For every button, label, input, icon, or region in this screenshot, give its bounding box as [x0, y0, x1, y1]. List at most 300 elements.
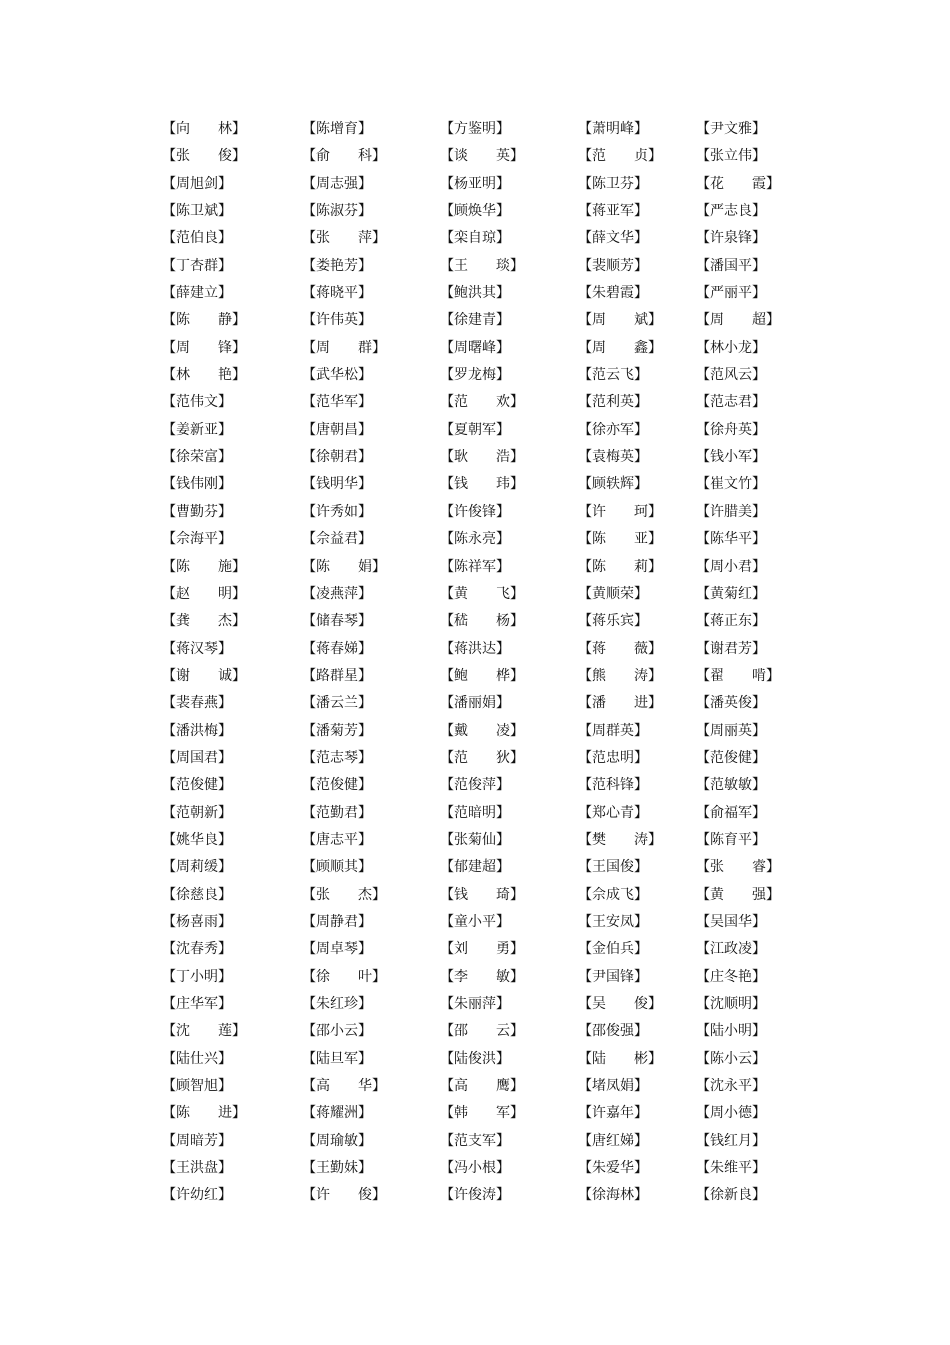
bracket-right: 】 [752, 1187, 766, 1204]
name-text: 范志君 [710, 394, 752, 411]
bracket-left: 【 [578, 996, 592, 1012]
name-text: 徐荣富 [176, 449, 218, 466]
bracket-left: 【 [302, 531, 316, 548]
bracket-left: 【 [162, 203, 176, 220]
bracket-left: 【 [440, 449, 454, 466]
bracket-left: 【 [440, 695, 454, 712]
name-text: 蒋乐宾 [592, 613, 634, 630]
name-text: 范忠明 [592, 749, 634, 766]
bracket-right: 】 [648, 558, 662, 575]
name-text: 高 华 [316, 1078, 372, 1095]
bracket-left: 【 [302, 722, 316, 739]
bracket-left: 【 [302, 339, 316, 356]
bracket-right: 】 [372, 339, 386, 356]
bracket-left: 【 [696, 613, 710, 630]
name-entry [578, 1128, 696, 1155]
bracket-right: 】 [510, 1105, 524, 1122]
bracket-right: 】 [218, 777, 232, 794]
bracket-left: 【 [440, 886, 454, 903]
name-text: 周丽英 [710, 722, 752, 739]
bracket-left: 【 [440, 1023, 454, 1040]
name-text: 蒋正东 [710, 613, 752, 630]
bracket-right: 】 [218, 859, 232, 876]
name-text: 罗龙梅 [454, 367, 496, 384]
bracket-left: 【 [302, 1078, 316, 1095]
name-entry [440, 909, 578, 936]
name-text: 陆 彬 [592, 1050, 648, 1067]
name-entry [162, 690, 302, 717]
name-entry [578, 253, 696, 280]
name-entry [302, 1046, 440, 1073]
bracket-left: 【 [302, 476, 316, 493]
name-entry [578, 936, 696, 963]
name-text: 周 超 [710, 312, 766, 329]
name-entry [578, 307, 696, 334]
bracket-right: 】 [218, 996, 232, 1012]
bracket-right: 】 [648, 148, 662, 165]
name-entry [578, 581, 696, 608]
bracket-left: 【 [696, 640, 710, 657]
name-text: 朱爱华 [592, 1160, 634, 1177]
name-text: 周 斌 [592, 312, 648, 329]
bracket-right: 】 [358, 1050, 372, 1067]
bracket-right: 】 [232, 1105, 246, 1122]
name-text: 王 琰 [454, 257, 510, 274]
name-entry [162, 991, 302, 1018]
bracket-left: 【 [578, 285, 592, 302]
name-text: 嵇 杨 [454, 613, 510, 630]
bracket-right: 】 [358, 1105, 372, 1122]
name-text: 陈永亮 [454, 531, 496, 548]
bracket-right: 】 [752, 285, 766, 302]
name-entry [696, 225, 782, 252]
name-entry [696, 471, 782, 498]
name-text: 潘丽娟 [454, 695, 496, 712]
name-text: 张 俊 [176, 148, 232, 165]
name-entry [578, 171, 696, 198]
bracket-right: 】 [648, 667, 662, 684]
name-text: 张 杰 [316, 886, 372, 903]
name-text: 周卓琴 [316, 941, 358, 958]
bracket-left: 【 [696, 285, 710, 302]
bracket-left: 【 [302, 1187, 316, 1204]
name-entry [696, 1018, 782, 1045]
bracket-right: 】 [634, 285, 648, 302]
bracket-right: 】 [372, 230, 386, 247]
name-text: 徐朝君 [316, 449, 358, 466]
name-text: 李 敏 [454, 968, 510, 985]
name-entry [578, 362, 696, 389]
bracket-left: 【 [696, 886, 710, 903]
bracket-left: 【 [162, 1187, 176, 1204]
bracket-right: 】 [752, 203, 766, 220]
name-entry [696, 554, 782, 581]
name-entry [162, 854, 302, 881]
bracket-right: 】 [496, 230, 510, 247]
bracket-right: 】 [372, 1187, 386, 1204]
name-entry [440, 362, 578, 389]
name-text: 蒋亚军 [592, 203, 634, 220]
bracket-left: 【 [440, 1187, 454, 1204]
bracket-left: 【 [578, 339, 592, 356]
name-text: 曹勤芬 [176, 503, 218, 520]
bracket-right: 】 [496, 859, 510, 876]
name-list [162, 116, 782, 1210]
name-entry [162, 444, 302, 471]
bracket-left: 【 [162, 367, 176, 384]
bracket-right: 】 [496, 831, 510, 848]
bracket-left: 【 [696, 558, 710, 575]
name-entry [578, 554, 696, 581]
bracket-left: 【 [578, 394, 592, 411]
bracket-right: 】 [372, 1078, 386, 1095]
bracket-left: 【 [578, 640, 592, 657]
name-entry [162, 171, 302, 198]
bracket-left: 【 [696, 777, 710, 794]
bracket-left: 【 [440, 804, 454, 821]
name-text: 许腊美 [710, 503, 752, 520]
bracket-left: 【 [302, 1050, 316, 1067]
bracket-right: 】 [634, 175, 648, 192]
name-text: 钱小军 [710, 449, 752, 466]
name-entry [162, 116, 302, 143]
bracket-right: 】 [358, 121, 372, 137]
name-text: 陈 进 [176, 1105, 232, 1122]
bracket-left: 【 [162, 312, 176, 329]
name-entry [696, 499, 782, 526]
name-text: 钱 琦 [454, 886, 510, 903]
bracket-left: 【 [440, 640, 454, 657]
bracket-right: 】 [358, 831, 372, 848]
name-entry [440, 964, 578, 991]
bracket-left: 【 [302, 749, 316, 766]
bracket-right: 】 [218, 257, 232, 274]
bracket-left: 【 [440, 531, 454, 548]
bracket-right: 】 [232, 585, 246, 602]
bracket-left: 【 [440, 996, 454, 1012]
name-text: 陈 亚 [592, 531, 648, 548]
name-text: 堵凤娟 [592, 1078, 634, 1095]
name-entry [696, 171, 782, 198]
bracket-right: 】 [372, 558, 386, 575]
bracket-left: 【 [578, 558, 592, 575]
name-entry [302, 554, 440, 581]
name-text: 杨亚明 [454, 175, 496, 192]
name-entry [578, 772, 696, 799]
name-entry [696, 307, 782, 334]
bracket-left: 【 [162, 257, 176, 274]
name-entry [302, 663, 440, 690]
name-text: 陆旦军 [316, 1050, 358, 1067]
name-text: 范利英 [592, 394, 634, 411]
bracket-right: 】 [752, 1105, 766, 1122]
name-entry [696, 1100, 782, 1127]
name-text: 凌燕萍 [316, 585, 358, 602]
name-text: 潘洪梅 [176, 722, 218, 739]
name-entry [578, 198, 696, 225]
bracket-left: 【 [162, 503, 176, 520]
name-text: 范俊健 [316, 777, 358, 794]
bracket-left: 【 [302, 913, 316, 930]
bracket-left: 【 [440, 421, 454, 438]
name-text: 周莉缓 [176, 859, 218, 876]
bracket-right: 】 [496, 121, 510, 137]
name-text: 钱红月 [710, 1132, 752, 1149]
name-text: 崔文竹 [710, 476, 752, 493]
bracket-left: 【 [440, 1078, 454, 1095]
bracket-left: 【 [578, 1132, 592, 1149]
bracket-right: 】 [218, 886, 232, 903]
bracket-right: 】 [752, 148, 766, 165]
name-text: 范勤君 [316, 804, 358, 821]
bracket-right: 】 [232, 312, 246, 329]
name-text: 刘 勇 [454, 941, 510, 958]
bracket-right: 】 [358, 613, 372, 630]
name-text: 蒋耀洲 [316, 1105, 358, 1122]
name-text: 庄华军 [176, 996, 218, 1012]
bracket-left: 【 [578, 667, 592, 684]
name-text: 钱明华 [316, 476, 358, 493]
name-text: 黄菊红 [710, 585, 752, 602]
bracket-right: 】 [752, 394, 766, 411]
name-entry [440, 335, 578, 362]
name-entry [440, 690, 578, 717]
bracket-right: 】 [496, 312, 510, 329]
bracket-right: 】 [358, 859, 372, 876]
bracket-left: 【 [696, 203, 710, 220]
bracket-right: 】 [496, 804, 510, 821]
bracket-left: 【 [696, 996, 710, 1012]
name-entry [696, 636, 782, 663]
name-text: 俞福军 [710, 804, 752, 821]
name-text: 钱伟刚 [176, 476, 218, 493]
name-entry [162, 1155, 302, 1182]
bracket-left: 【 [302, 558, 316, 575]
bracket-right: 】 [218, 1078, 232, 1095]
name-entry [578, 964, 696, 991]
name-text: 朱丽萍 [454, 996, 496, 1012]
bracket-left: 【 [578, 1187, 592, 1204]
bracket-right: 】 [634, 1078, 648, 1095]
bracket-right: 】 [752, 1050, 766, 1067]
name-text: 娄艳芳 [316, 257, 358, 274]
name-entry [162, 636, 302, 663]
name-entry [440, 417, 578, 444]
bracket-left: 【 [162, 531, 176, 548]
bracket-left: 【 [440, 831, 454, 848]
bracket-left: 【 [302, 941, 316, 958]
bracket-right: 】 [752, 749, 766, 766]
bracket-left: 【 [440, 585, 454, 602]
name-entry [578, 608, 696, 635]
name-entry [578, 745, 696, 772]
name-text: 黄 强 [710, 886, 766, 903]
bracket-left: 【 [162, 777, 176, 794]
bracket-right: 】 [496, 503, 510, 520]
name-text: 顾轶辉 [592, 476, 634, 493]
bracket-right: 】 [510, 257, 524, 274]
name-text: 薛文华 [592, 230, 634, 247]
bracket-right: 】 [634, 913, 648, 930]
bracket-right: 】 [218, 230, 232, 247]
bracket-left: 【 [162, 667, 176, 684]
bracket-left: 【 [696, 449, 710, 466]
bracket-right: 】 [218, 695, 232, 712]
name-entry [302, 1182, 440, 1209]
bracket-left: 【 [162, 394, 176, 411]
name-text: 姜新亚 [176, 421, 218, 438]
name-entry [162, 718, 302, 745]
bracket-left: 【 [162, 1160, 176, 1177]
bracket-left: 【 [302, 257, 316, 274]
bracket-left: 【 [302, 175, 316, 192]
bracket-right: 】 [358, 175, 372, 192]
name-entry [696, 198, 782, 225]
bracket-right: 】 [752, 558, 766, 575]
bracket-right: 】 [218, 804, 232, 821]
name-text: 沈春秀 [176, 941, 218, 958]
bracket-right: 】 [752, 121, 766, 137]
name-text: 范暗明 [454, 804, 496, 821]
name-entry [696, 991, 782, 1018]
bracket-left: 【 [302, 613, 316, 630]
name-entry [696, 718, 782, 745]
bracket-right: 】 [358, 421, 372, 438]
name-entry [440, 1073, 578, 1100]
name-text: 鲍 桦 [454, 667, 510, 684]
name-entry [162, 280, 302, 307]
bracket-right: 】 [496, 285, 510, 302]
bracket-right: 】 [634, 1160, 648, 1177]
name-entry [440, 854, 578, 881]
bracket-left: 【 [578, 1160, 592, 1177]
bracket-right: 】 [218, 449, 232, 466]
bracket-left: 【 [696, 257, 710, 274]
name-entry [302, 362, 440, 389]
name-text: 熊 涛 [592, 667, 648, 684]
bracket-left: 【 [696, 121, 710, 137]
bracket-right: 】 [634, 859, 648, 876]
bracket-right: 】 [510, 585, 524, 602]
name-text: 薛建立 [176, 285, 218, 302]
bracket-left: 【 [440, 203, 454, 220]
name-entry [440, 307, 578, 334]
name-entry [578, 499, 696, 526]
bracket-left: 【 [696, 667, 710, 684]
name-entry [578, 690, 696, 717]
bracket-right: 】 [634, 804, 648, 821]
bracket-right: 】 [634, 886, 648, 903]
bracket-right: 】 [634, 1105, 648, 1122]
bracket-right: 】 [218, 913, 232, 930]
bracket-left: 【 [578, 1050, 592, 1067]
bracket-left: 【 [696, 230, 710, 247]
bracket-left: 【 [440, 941, 454, 958]
bracket-left: 【 [696, 695, 710, 712]
name-text: 邵 云 [454, 1023, 510, 1040]
name-text: 耿 浩 [454, 449, 510, 466]
bracket-left: 【 [578, 257, 592, 274]
name-entry [162, 335, 302, 362]
name-entry [302, 1073, 440, 1100]
bracket-right: 】 [232, 667, 246, 684]
bracket-left: 【 [440, 1050, 454, 1067]
name-entry [578, 335, 696, 362]
bracket-left: 【 [578, 312, 592, 329]
bracket-left: 【 [440, 859, 454, 876]
bracket-left: 【 [440, 175, 454, 192]
bracket-left: 【 [302, 804, 316, 821]
name-entry [578, 1018, 696, 1045]
name-text: 庄冬艳 [710, 968, 752, 985]
bracket-right: 】 [218, 476, 232, 493]
name-text: 佘益君 [316, 531, 358, 548]
bracket-right: 】 [232, 1023, 246, 1040]
bracket-right: 】 [648, 531, 662, 548]
bracket-right: 】 [634, 941, 648, 958]
name-text: 陈小云 [710, 1050, 752, 1067]
name-text: 陈 静 [176, 312, 232, 329]
name-text: 周志强 [316, 175, 358, 192]
name-entry [162, 800, 302, 827]
bracket-left: 【 [302, 1023, 316, 1040]
name-entry [302, 608, 440, 635]
name-entry [578, 417, 696, 444]
bracket-right: 】 [358, 476, 372, 493]
name-entry [696, 909, 782, 936]
name-text: 高 鹰 [454, 1078, 510, 1095]
name-entry [302, 991, 440, 1018]
bracket-left: 【 [696, 1160, 710, 1177]
bracket-left: 【 [578, 804, 592, 821]
name-entry [696, 608, 782, 635]
name-entry [302, 1128, 440, 1155]
bracket-left: 【 [162, 285, 176, 302]
bracket-left: 【 [578, 203, 592, 220]
name-text: 许泉锋 [710, 230, 752, 247]
name-entry [302, 581, 440, 608]
bracket-left: 【 [696, 1078, 710, 1095]
bracket-left: 【 [302, 312, 316, 329]
name-entry [302, 280, 440, 307]
name-text: 丁杏群 [176, 257, 218, 274]
bracket-right: 】 [648, 695, 662, 712]
name-entry [578, 471, 696, 498]
bracket-right: 】 [752, 941, 766, 958]
name-text: 赵 明 [176, 585, 232, 602]
name-text: 周暗芳 [176, 1132, 218, 1149]
name-entry [578, 1100, 696, 1127]
bracket-right: 】 [752, 996, 766, 1012]
name-text: 王勤妹 [316, 1160, 358, 1177]
name-text: 唐红娣 [592, 1132, 634, 1149]
name-entry [162, 745, 302, 772]
name-text: 周群英 [592, 722, 634, 739]
bracket-right: 】 [232, 367, 246, 384]
name-text: 方鉴明 [454, 121, 496, 137]
name-entry [162, 1182, 302, 1209]
name-entry [162, 1073, 302, 1100]
name-entry [440, 1046, 578, 1073]
name-text: 王国俊 [592, 859, 634, 876]
bracket-left: 【 [162, 121, 176, 137]
name-text: 花 霞 [710, 175, 766, 192]
name-text: 蒋春娣 [316, 640, 358, 657]
name-entry [162, 964, 302, 991]
name-entry [578, 1182, 696, 1209]
name-entry [578, 143, 696, 170]
name-text: 佘海平 [176, 531, 218, 548]
